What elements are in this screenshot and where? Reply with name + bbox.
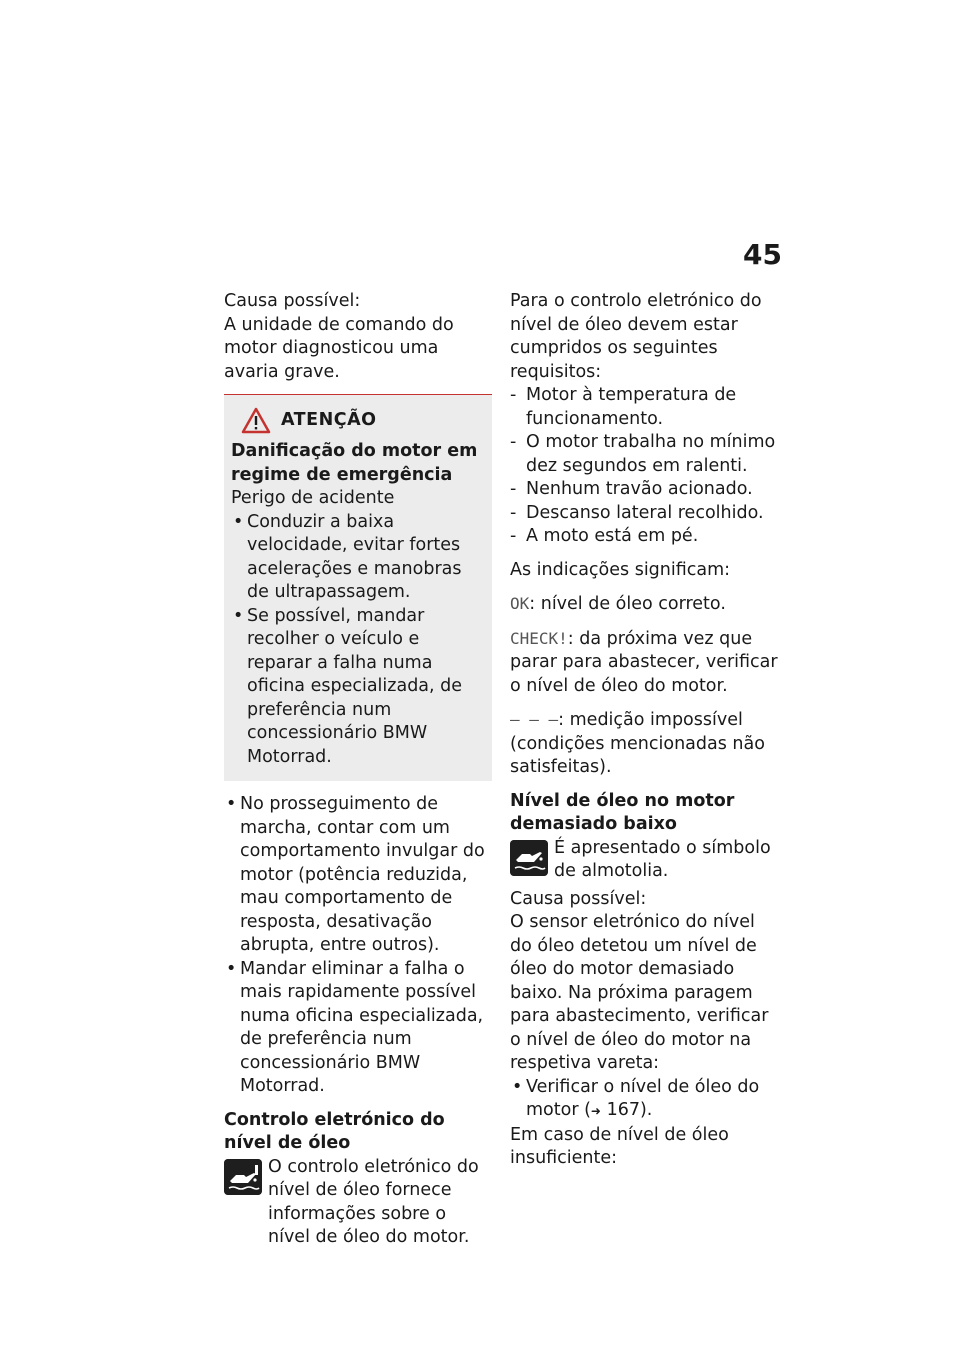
- cause-text: A unidade de comando do motor diagnosticou uma avaria grave.: [224, 314, 454, 382]
- ok-text: : nível de óleo correto.: [529, 594, 726, 614]
- cause-text-right: O sensor eletrónico do nível do óleo detetou um nível de óleo do motor demasiado baixo. Na próxima paragem para abastecimento, verificar o nível de óleo do motor na respetiva vareta:: [510, 912, 769, 1073]
- section-text: O controlo eletrónico do nível de óleo fornece informações sobre o nível de óleo do motor.: [268, 1156, 479, 1247]
- warning-subheading: Perigo de acidente: [231, 488, 395, 508]
- check-code: CHECK!: [510, 628, 568, 648]
- check-item: • Verificar o nível de óleo do motor (➜ 167).: [510, 1076, 780, 1124]
- left-column: [224, 290, 492, 1250]
- insufficient-text: Em caso de nível de óleo insuficiente:: [510, 1124, 729, 1168]
- requirement-item: - A moto está em pé.: [510, 525, 780, 549]
- warning-title: ATENÇÃO: [281, 409, 377, 430]
- warning-header: [241, 407, 484, 434]
- indication-dash: [510, 708, 780, 780]
- low-oil-title: Nível de óleo no motor demasiado baixo: [510, 790, 735, 834]
- low-oil-symbol-text: É apresentado o símbolo de almotolia.: [554, 837, 771, 881]
- page-ref-arrow-icon: ➜: [590, 1104, 601, 1118]
- indications-label: As indicações significam:: [510, 559, 731, 580]
- dash-code: – – –: [510, 710, 559, 729]
- warning-box: [224, 394, 492, 781]
- low-oil-symbol-row: [510, 837, 780, 884]
- page-number: 45: [743, 238, 782, 271]
- warning-item: • Conduzir a baixa velocidade, evitar fortes acelerações e manobras de ultrapassagem.: [231, 511, 484, 605]
- action-item: • Mandar eliminar a falha o mais rapidamente possível numa oficina especializada, de preferência num concessionário BMW Motorrad.: [224, 958, 492, 1099]
- cause-label-right: Causa possível:: [510, 888, 647, 909]
- check-text: : da próxima vez que parar para abastecer, verificar o nível de óleo do motor.: [510, 628, 778, 696]
- indication-check: [510, 627, 780, 699]
- requirement-item: - Descanso lateral recolhido.: [510, 502, 780, 526]
- warning-triangle-icon: [241, 407, 271, 434]
- requirements-intro: Para o controlo eletrónico do nível de óleo devem estar cumpridos os seguintes requisitos:: [510, 291, 762, 382]
- oil-can-icon: [224, 1159, 262, 1195]
- oil-control-intro: [224, 1156, 492, 1250]
- requirement-item: - Nenhum travão acionado.: [510, 478, 780, 502]
- warning-list: [231, 511, 484, 770]
- warning-item: • Se possível, mandar recolher o veículo e reparar a falha numa oficina especializada, de preferência num concessionário BMW Motorrad.: [231, 605, 484, 770]
- indication-ok: [510, 592, 780, 617]
- ok-code: OK: [510, 594, 530, 613]
- page-ref[interactable]: 167).: [606, 1100, 653, 1120]
- requirement-item: - O motor trabalha no mínimo dez segundos em ralenti.: [510, 431, 780, 478]
- action-list: [224, 793, 492, 1099]
- requirements-list: [510, 384, 780, 549]
- action-item: • No prosseguimento de marcha, contar com um comportamento invulgar do motor (potência reduzida, mau comportamento de resposta, desativação abrupta, entre outros).: [224, 793, 492, 958]
- right-column: [510, 290, 780, 1171]
- warning-heading: Danificação do motor em regime de emergência: [231, 441, 478, 485]
- dash-text: : medição impossível (condições mencionadas não satisfeitas).: [510, 710, 765, 777]
- requirement-item: - Motor à temperatura de funcionamento.: [510, 384, 780, 431]
- oil-warning-icon: [510, 840, 548, 876]
- section-title: Controlo eletrónico do nível de óleo: [224, 1109, 445, 1153]
- check-list: [510, 1076, 780, 1124]
- cause-label: Causa possível:: [224, 291, 361, 311]
